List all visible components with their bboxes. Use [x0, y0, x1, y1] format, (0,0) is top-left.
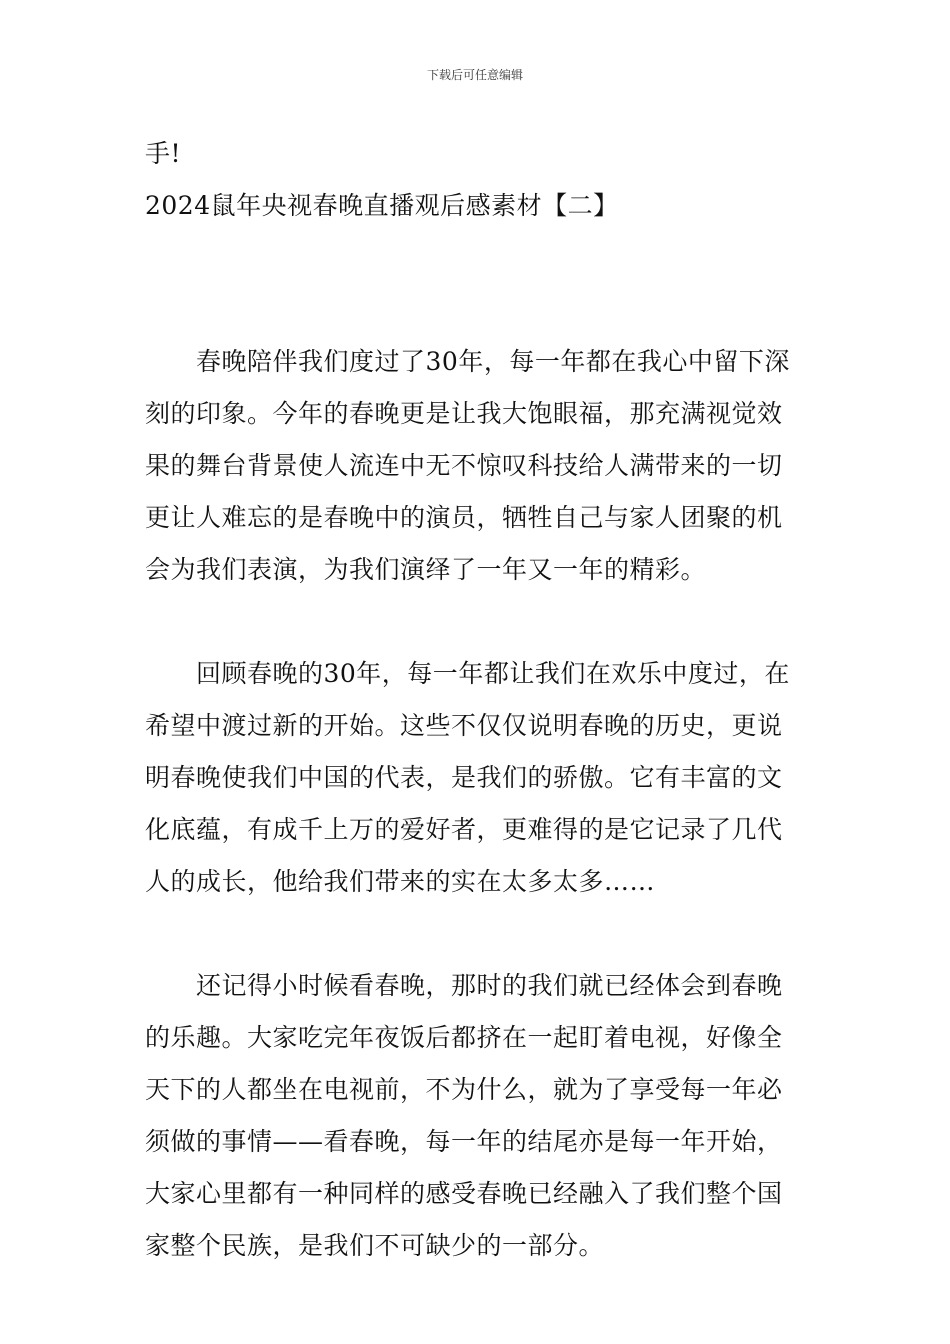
document-body — [145, 128, 810, 1272]
paragraph-line: 回顾春晚的30年，每一年都让我们在欢乐中度过，在 — [145, 659, 790, 688]
paragraph-line: 刻的印象。今年的春晚更是让我大饱眼福，那充满视觉效 — [145, 399, 783, 428]
paragraph-line: 春晚陪伴我们度过了30年，每一年都在我心中留下深 — [145, 347, 790, 376]
spacer — [145, 908, 810, 960]
paragraph-line: 还记得小时候看春晚，那时的我们就已经体会到春晚 — [145, 971, 783, 1000]
spacer — [145, 232, 810, 336]
paragraph-line: 化底蕴，有成千上万的爱好者，更难得的是它记录了几代 — [145, 815, 783, 844]
intro-fragment: 手! — [145, 139, 182, 168]
paragraph-line: 希望中渡过新的开始。这些不仅仅说明春晚的历史，更说 — [145, 711, 783, 740]
paragraph-line: 家整个民族，是我们不可缺少的一部分。 — [145, 1231, 605, 1260]
paragraph-line: 会为我们表演，为我们演绎了一年又一年的精彩。 — [145, 555, 707, 584]
paragraph-line: 的乐趣。大家吃完年夜饭后都挤在一起盯着电视，好像全 — [145, 1023, 783, 1052]
paragraph-line: 果的舞台背景使人流连中无不惊叹科技给人满带来的一切 — [145, 451, 783, 480]
paragraph-line: 大家心里都有一种同样的感受春晚已经融入了我们整个国 — [145, 1179, 783, 1208]
paragraph-2 — [145, 648, 810, 908]
paragraph-line: 须做的事情——看春晚，每一年的结尾亦是每一年开始， — [145, 1127, 783, 1156]
paragraph-line: 天下的人都坐在电视前，不为什么，就为了享受每一年必 — [145, 1075, 783, 1104]
header-note: 下载后可任意编辑 — [426, 68, 523, 82]
paragraph-3 — [145, 960, 810, 1272]
section-title: 2024鼠年央视春晚直播观后感素材【二】 — [145, 191, 619, 220]
paragraph-line: 人的成长，他给我们带来的实在太多太多…… — [145, 867, 656, 896]
paragraph-line: 更让人难忘的是春晚中的演员，牺牲自己与家人团聚的机 — [145, 503, 783, 532]
spacer — [145, 596, 810, 648]
paragraph-line: 明春晚使我们中国的代表，是我们的骄傲。它有丰富的文 — [145, 763, 783, 792]
paragraph-1 — [145, 336, 810, 596]
